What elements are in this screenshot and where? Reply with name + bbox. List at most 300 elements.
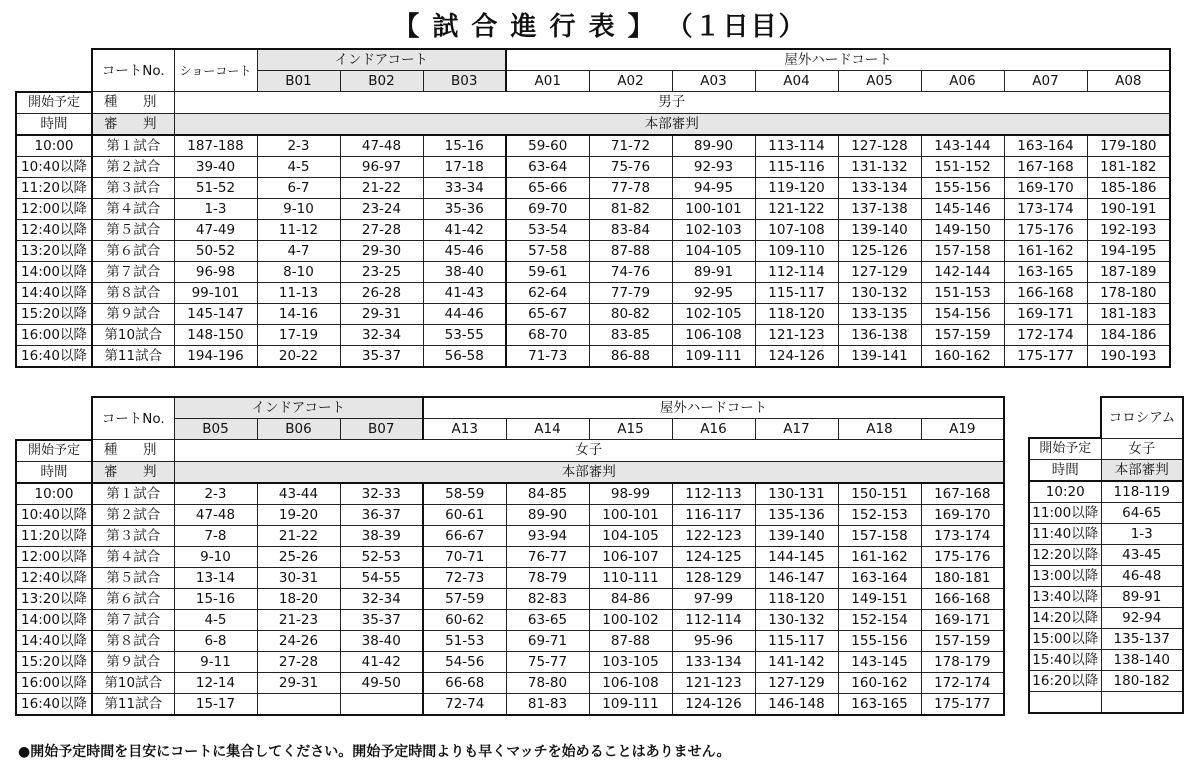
court-header-a06: A06: [921, 71, 1004, 92]
start-time-cell: 16:40以降: [16, 693, 92, 715]
match-cell: 60-62: [423, 609, 506, 630]
blank-corner: [16, 419, 92, 440]
start-time-cell: 13:20以降: [16, 240, 92, 261]
start-time-cell: 16:00以降: [16, 324, 92, 345]
referee-value: 本部審判: [174, 461, 1004, 483]
match-cell: 122-123: [672, 525, 755, 546]
match-cell: 167-168: [1004, 156, 1087, 177]
start-time-cell: 14:40以降: [16, 630, 92, 651]
start-time-cell: 14:20以降: [1029, 608, 1101, 629]
outdoor-court-group: 屋外ハードコート: [423, 397, 1004, 419]
start-time-cell: 12:40以降: [16, 219, 92, 240]
match-cell: 110-111: [589, 567, 672, 588]
match-cell: 169-171: [1004, 303, 1087, 324]
start-time-cell: 13:40以降: [1029, 587, 1101, 608]
match-cell: 178-180: [1087, 282, 1170, 303]
match-cell: 184-186: [1087, 324, 1170, 345]
match-cell: 151-152: [921, 156, 1004, 177]
match-cell: 32-33: [340, 483, 423, 505]
table-row: [16, 693, 1004, 715]
match-cell: 12-14: [174, 672, 257, 693]
match-cell: 194-195: [1087, 240, 1170, 261]
footer-note: ●開始予定時間を目安にコートに集合してください。開始予定時間よりも早くマッチを始めることはありません。: [18, 744, 731, 760]
match-cell: 47-48: [340, 135, 423, 157]
match-cell: 155-156: [921, 177, 1004, 198]
match-cell: 77-79: [589, 282, 672, 303]
match-cell: 100-101: [589, 504, 672, 525]
match-cell: 121-123: [755, 324, 838, 345]
start-time-cell: 15:40以降: [1029, 650, 1101, 671]
match-cell: 160-162: [921, 345, 1004, 367]
match-number-cell: 第２試合: [92, 156, 174, 177]
match-cell: 138-140: [1101, 650, 1183, 671]
match-cell: 81-83: [506, 693, 589, 715]
start-time-cell: 16:40以降: [16, 345, 92, 367]
match-cell: 175-176: [1004, 219, 1087, 240]
match-cell: 30-31: [257, 567, 340, 588]
match-number-cell: 第８試合: [92, 282, 174, 303]
match-cell: 83-84: [589, 219, 672, 240]
match-cell: 133-134: [672, 651, 755, 672]
match-cell: 87-88: [589, 240, 672, 261]
start-time-cell: 13:00以降: [1029, 566, 1101, 587]
match-cell: 115-117: [755, 282, 838, 303]
referee-label: 審 判: [92, 113, 174, 135]
start-time-cell: 11:20以降: [16, 525, 92, 546]
start-time-label-2: 時間: [16, 113, 92, 135]
page-title: 【 試 合 進 行 表 】 （１日目）: [393, 12, 807, 42]
match-number-cell: 第11試合: [92, 345, 174, 367]
table-row: [16, 525, 1004, 546]
match-cell: 17-18: [423, 156, 506, 177]
match-cell: 41-42: [423, 219, 506, 240]
match-cell: 149-150: [921, 219, 1004, 240]
match-cell: 157-159: [921, 630, 1004, 651]
match-cell: 68-70: [506, 324, 589, 345]
match-cell: 169-170: [1004, 177, 1087, 198]
category-label: 種 別: [92, 92, 174, 114]
match-cell: 150-151: [838, 483, 921, 505]
match-cell: 13-14: [174, 567, 257, 588]
table-row: [16, 630, 1004, 651]
match-cell: 84-86: [589, 588, 672, 609]
match-cell: 157-158: [921, 240, 1004, 261]
match-cell: 161-162: [838, 546, 921, 567]
blank-corner: [1029, 417, 1101, 438]
match-cell: 87-88: [589, 630, 672, 651]
match-cell: 112-114: [672, 609, 755, 630]
match-cell: 102-105: [672, 303, 755, 324]
match-number-cell: 第６試合: [92, 588, 174, 609]
court-header-a13: A13: [423, 419, 506, 440]
match-cell: 29-31: [257, 672, 340, 693]
match-number-cell: 第９試合: [92, 651, 174, 672]
match-cell: 89-90: [506, 504, 589, 525]
table-row: [1029, 692, 1183, 714]
match-cell: 36-37: [340, 504, 423, 525]
start-time-cell: 10:00: [16, 135, 92, 157]
match-cell: 187-189: [1087, 261, 1170, 282]
match-cell: 60-61: [423, 504, 506, 525]
match-cell: 194-196: [174, 345, 257, 367]
table-row: [16, 567, 1004, 588]
match-cell: 89-91: [1101, 587, 1183, 608]
start-time-cell: 14:00以降: [16, 261, 92, 282]
match-cell: 115-116: [755, 156, 838, 177]
match-cell: 96-98: [174, 261, 257, 282]
match-cell: 77-78: [589, 177, 672, 198]
match-cell: 89-91: [672, 261, 755, 282]
match-cell: 190-193: [1087, 345, 1170, 367]
match-cell: 93-94: [506, 525, 589, 546]
match-cell: 131-132: [838, 156, 921, 177]
match-cell: 1-3: [1101, 524, 1183, 545]
match-cell: 99-101: [174, 282, 257, 303]
table-row: [1029, 650, 1183, 671]
court-header-a03: A03: [672, 71, 755, 92]
match-cell: 78-79: [506, 567, 589, 588]
match-cell: 118-120: [755, 588, 838, 609]
match-cell: 56-58: [423, 345, 506, 367]
match-number-cell: 第１試合: [92, 135, 174, 157]
blank-corner: [1029, 397, 1101, 417]
start-time-cell: 10:40以降: [16, 156, 92, 177]
men-schedule-table: [15, 48, 1171, 368]
match-cell: 121-123: [672, 672, 755, 693]
indoor-court-group: インドアコート: [257, 49, 506, 71]
match-cell: 43-44: [257, 483, 340, 505]
match-cell: 175-177: [921, 693, 1004, 715]
table-row: [1029, 629, 1183, 650]
match-cell: 146-147: [755, 567, 838, 588]
match-cell: 9-10: [174, 546, 257, 567]
match-cell: 38-40: [423, 261, 506, 282]
match-cell: 6-7: [257, 177, 340, 198]
match-cell: 124-126: [672, 693, 755, 715]
match-cell: 4-5: [174, 609, 257, 630]
match-number-cell: 第７試合: [92, 261, 174, 282]
match-cell: 127-128: [838, 135, 921, 157]
match-number-cell: 第10試合: [92, 324, 174, 345]
match-cell: 133-135: [838, 303, 921, 324]
category-label: 種 別: [92, 440, 174, 462]
match-cell: 32-34: [340, 324, 423, 345]
match-cell: 133-134: [838, 177, 921, 198]
match-cell: 26-28: [340, 282, 423, 303]
match-cell: 38-39: [340, 525, 423, 546]
match-cell: 50-52: [174, 240, 257, 261]
match-cell: 15-17: [174, 693, 257, 715]
match-cell: 27-28: [340, 219, 423, 240]
start-time-cell: 14:40以降: [16, 282, 92, 303]
match-cell: 149-151: [838, 588, 921, 609]
court-header-b01: B01: [257, 71, 340, 92]
match-cell: 51-53: [423, 630, 506, 651]
match-cell: 137-138: [838, 198, 921, 219]
match-number-cell: 第２試合: [92, 504, 174, 525]
match-cell: 11-13: [257, 282, 340, 303]
match-cell: 107-108: [755, 219, 838, 240]
match-number-cell: 第11試合: [92, 693, 174, 715]
match-cell: 119-120: [755, 177, 838, 198]
match-cell: 14-16: [257, 303, 340, 324]
match-cell: 15-16: [174, 588, 257, 609]
table-row: [1029, 503, 1183, 524]
start-time-cell: 12:40以降: [16, 567, 92, 588]
court-header-a08: A08: [1087, 71, 1170, 92]
match-cell: 24-26: [257, 630, 340, 651]
match-cell: 69-71: [506, 630, 589, 651]
start-time-cell: 11:20以降: [16, 177, 92, 198]
match-number-cell: 第10試合: [92, 672, 174, 693]
match-cell: 130-131: [755, 483, 838, 505]
start-time-cell: 12:00以降: [16, 198, 92, 219]
match-cell: 146-148: [755, 693, 838, 715]
table-row: [1029, 671, 1183, 692]
table-row: [1029, 545, 1183, 566]
match-cell: 43-45: [1101, 545, 1183, 566]
match-cell: 181-182: [1087, 156, 1170, 177]
blank-corner: [16, 397, 92, 419]
match-cell: 45-46: [423, 240, 506, 261]
court-header-a01: A01: [506, 71, 589, 92]
match-cell: 121-122: [755, 198, 838, 219]
court-header-a04: A04: [755, 71, 838, 92]
match-cell: 41-42: [340, 651, 423, 672]
table-row: [1029, 608, 1183, 629]
match-cell: 139-140: [838, 219, 921, 240]
match-cell: 6-8: [174, 630, 257, 651]
match-cell: 57-59: [423, 588, 506, 609]
match-cell: 53-54: [506, 219, 589, 240]
match-cell: 89-90: [672, 135, 755, 157]
match-cell: 21-22: [257, 525, 340, 546]
match-cell: 20-22: [257, 345, 340, 367]
match-cell: 94-95: [672, 177, 755, 198]
match-cell: 80-82: [589, 303, 672, 324]
table-row: [16, 135, 1170, 157]
match-cell: 23-25: [340, 261, 423, 282]
match-cell: 83-85: [589, 324, 672, 345]
match-number-cell: 第３試合: [92, 177, 174, 198]
match-cell: 98-99: [589, 483, 672, 505]
match-cell: 148-150: [174, 324, 257, 345]
match-cell: 62-64: [506, 282, 589, 303]
match-cell: 97-99: [672, 588, 755, 609]
court-header-a02: A02: [589, 71, 672, 92]
start-time-cell: 10:20: [1029, 481, 1101, 503]
match-cell: 169-171: [921, 609, 1004, 630]
match-cell: 145-147: [174, 303, 257, 324]
table-row: [16, 324, 1170, 345]
match-cell: 2-3: [257, 135, 340, 157]
match-cell: 142-144: [921, 261, 1004, 282]
match-cell: 139-141: [838, 345, 921, 367]
match-cell: 163-165: [1004, 261, 1087, 282]
match-cell: 25-26: [257, 546, 340, 567]
match-cell: 92-94: [1101, 608, 1183, 629]
match-cell: 172-174: [1004, 324, 1087, 345]
start-time-cell: 15:00以降: [1029, 629, 1101, 650]
match-cell: 7-8: [174, 525, 257, 546]
table-row: [16, 303, 1170, 324]
match-cell: 75-77: [506, 651, 589, 672]
match-cell: 33-34: [423, 177, 506, 198]
match-cell: 127-129: [755, 672, 838, 693]
match-cell: 143-144: [921, 135, 1004, 157]
start-time-cell: 12:00以降: [16, 546, 92, 567]
start-time-cell: 11:00以降: [1029, 503, 1101, 524]
match-cell: 145-146: [921, 198, 1004, 219]
match-cell: 185-186: [1087, 177, 1170, 198]
match-cell: 192-193: [1087, 219, 1170, 240]
match-cell: 15-16: [423, 135, 506, 157]
table-row: [16, 345, 1170, 367]
match-cell: 70-71: [423, 546, 506, 567]
court-header-a18: A18: [838, 419, 921, 440]
court-header-b05: B05: [174, 419, 257, 440]
match-cell: 1-3: [174, 198, 257, 219]
match-number-cell: 第４試合: [92, 198, 174, 219]
match-number-cell: 第９試合: [92, 303, 174, 324]
match-cell: 157-159: [921, 324, 1004, 345]
match-cell: 54-55: [340, 567, 423, 588]
table-row: [1029, 587, 1183, 608]
match-cell: 17-19: [257, 324, 340, 345]
match-cell: 23-24: [340, 198, 423, 219]
match-cell: [1101, 692, 1183, 714]
court-no-label: コートNo.: [92, 49, 174, 92]
start-time-cell: 16:00以降: [16, 672, 92, 693]
match-cell: 65-66: [506, 177, 589, 198]
match-cell: 130-132: [838, 282, 921, 303]
match-cell: 66-68: [423, 672, 506, 693]
match-cell: 75-76: [589, 156, 672, 177]
match-cell: 141-142: [755, 651, 838, 672]
category-value: 女子: [174, 440, 1004, 462]
match-number-cell: 第５試合: [92, 567, 174, 588]
match-cell: 66-67: [423, 525, 506, 546]
match-cell: 163-165: [838, 693, 921, 715]
court-header-a14: A14: [506, 419, 589, 440]
match-cell: 47-48: [174, 504, 257, 525]
match-cell: 49-50: [340, 672, 423, 693]
match-cell: 113-114: [755, 135, 838, 157]
table-row: [16, 219, 1170, 240]
match-number-cell: 第８試合: [92, 630, 174, 651]
match-cell: 54-56: [423, 651, 506, 672]
match-cell: 106-108: [589, 672, 672, 693]
start-time-cell: 12:20以降: [1029, 545, 1101, 566]
start-time-cell: 14:00以降: [16, 609, 92, 630]
table-row: [16, 240, 1170, 261]
court-header-b02: B02: [340, 71, 423, 92]
match-cell: 100-102: [589, 609, 672, 630]
match-cell: 124-125: [672, 546, 755, 567]
match-cell: 9-11: [174, 651, 257, 672]
match-cell: 46-48: [1101, 566, 1183, 587]
match-cell: 104-105: [589, 525, 672, 546]
match-cell: 59-60: [506, 135, 589, 157]
match-cell: 21-23: [257, 609, 340, 630]
match-cell: 180-181: [921, 567, 1004, 588]
match-cell: 38-40: [340, 630, 423, 651]
match-cell: 116-117: [672, 504, 755, 525]
match-cell: 190-191: [1087, 198, 1170, 219]
match-cell: 27-28: [257, 651, 340, 672]
match-cell: 44-46: [423, 303, 506, 324]
match-cell: 166-168: [1004, 282, 1087, 303]
court-header-b03: B03: [423, 71, 506, 92]
court-header-b07: B07: [340, 419, 423, 440]
match-cell: 173-174: [1004, 198, 1087, 219]
match-cell: 32-34: [340, 588, 423, 609]
colosseum-title: コロシアム: [1101, 397, 1183, 438]
start-time-label: 開始予定: [1029, 438, 1101, 460]
category-value: 男子: [174, 92, 1170, 114]
start-time-cell: 16:20以降: [1029, 671, 1101, 692]
start-time-cell: 13:20以降: [16, 588, 92, 609]
table-row: [16, 504, 1004, 525]
match-cell: 151-153: [921, 282, 1004, 303]
match-cell: 9-10: [257, 198, 340, 219]
match-cell: 104-105: [672, 240, 755, 261]
blank-corner: [16, 49, 92, 71]
match-cell: 115-117: [755, 630, 838, 651]
table-row: [16, 261, 1170, 282]
table-row: [16, 483, 1004, 505]
match-cell: 128-129: [672, 567, 755, 588]
match-cell: 21-22: [340, 177, 423, 198]
match-cell: 178-179: [921, 651, 1004, 672]
match-cell: 160-162: [838, 672, 921, 693]
match-cell: 152-153: [838, 504, 921, 525]
table-row: [1029, 481, 1183, 503]
match-cell: 71-72: [589, 135, 672, 157]
match-number-cell: 第７試合: [92, 609, 174, 630]
show-court-label: ショーコート: [174, 49, 257, 92]
match-cell: 187-188: [174, 135, 257, 157]
match-cell: 112-113: [672, 483, 755, 505]
match-cell: 95-96: [672, 630, 755, 651]
match-number-cell: 第１試合: [92, 483, 174, 505]
match-cell: 78-80: [506, 672, 589, 693]
match-cell: 163-164: [838, 567, 921, 588]
table-row: [16, 546, 1004, 567]
match-cell: 109-111: [589, 693, 672, 715]
match-cell: 175-176: [921, 546, 1004, 567]
match-cell: 2-3: [174, 483, 257, 505]
match-number-cell: 第４試合: [92, 546, 174, 567]
match-cell: 152-154: [838, 609, 921, 630]
match-cell: 64-65: [1101, 503, 1183, 524]
court-header-a17: A17: [755, 419, 838, 440]
match-cell: 58-59: [423, 483, 506, 505]
court-header-a15: A15: [589, 419, 672, 440]
match-cell: 47-49: [174, 219, 257, 240]
table-row: [1029, 566, 1183, 587]
match-cell: 118-119: [1101, 481, 1183, 503]
match-cell: 81-82: [589, 198, 672, 219]
match-cell: 29-31: [340, 303, 423, 324]
match-cell: 8-10: [257, 261, 340, 282]
match-cell: 92-95: [672, 282, 755, 303]
start-time-cell: 10:40以降: [16, 504, 92, 525]
match-cell: 57-58: [506, 240, 589, 261]
court-header-a19: A19: [921, 419, 1004, 440]
match-cell: 172-174: [921, 672, 1004, 693]
table-row: [16, 588, 1004, 609]
